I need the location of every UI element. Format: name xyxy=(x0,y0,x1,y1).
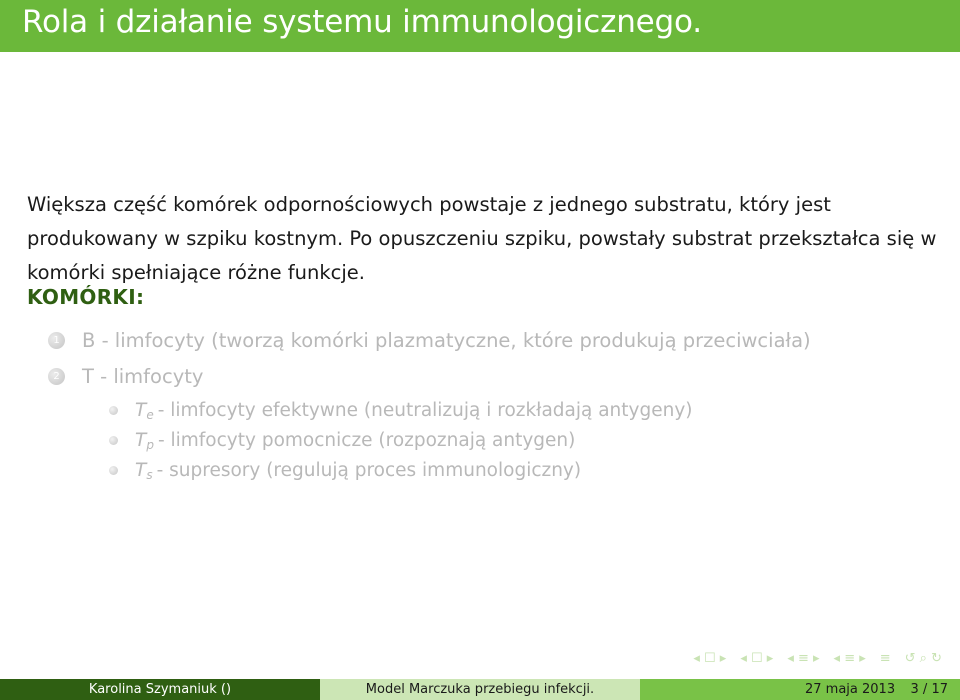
cell-symbol: T xyxy=(135,459,147,481)
bullet-icon xyxy=(109,466,118,475)
title-bar xyxy=(0,0,960,52)
footer-title: Model Marczuka przebiegu infekcji. xyxy=(320,679,640,700)
navigation-bar xyxy=(693,651,942,666)
section-heading: KOMÓRKI: xyxy=(27,285,145,309)
cell-symbol: T xyxy=(135,429,147,451)
number-bullet-icon: 2 xyxy=(48,368,65,385)
list-item xyxy=(48,359,203,393)
footer-date: 27 maja 2013 xyxy=(805,682,896,697)
bullet-icon xyxy=(109,406,118,415)
sub-list-item-text: - limfocyty efektywne (neutralizują i rozkładają antygeny) xyxy=(157,399,693,421)
list-item-text: T - limfocyty xyxy=(82,364,204,388)
footer-right xyxy=(640,679,960,700)
number-bullet-icon: 1 xyxy=(48,332,65,349)
slide-title: Rola i działanie systemu immunologicznego. xyxy=(22,4,702,40)
subsection-nav-icon[interactable]: ◂ ☐ ▸ xyxy=(740,651,774,666)
frame-nav-icon[interactable]: ◂ ☐ ▸ xyxy=(693,651,727,666)
sub-list-item xyxy=(109,455,581,485)
sub-list-item-text: - supresory (regulują proces immunologiczny) xyxy=(156,459,582,481)
cell-index: s xyxy=(146,468,153,482)
footer-author: Karolina Szymaniuk () xyxy=(0,679,320,700)
intro-paragraph: Większa część komórek odpornościowych powstaje z jednego substratu, który jest produkowany w szpiku kostnym. Po opuszczeniu szpiku, powstały substrat przekształca się w komórki spełniające różne funkcje. xyxy=(27,193,937,284)
footer-bar xyxy=(0,679,960,700)
align-icon[interactable]: ≡ xyxy=(879,651,891,666)
footer-page-number: 3 / 17 xyxy=(910,682,948,697)
section-next-nav-icon[interactable]: ◂ ≡ ▸ xyxy=(833,651,866,666)
cell-index: p xyxy=(146,438,154,452)
cell-symbol: T xyxy=(135,399,147,421)
bullet-icon xyxy=(109,436,118,445)
sub-list-item xyxy=(109,395,693,425)
cell-index: e xyxy=(146,408,154,422)
list-item-text: B - limfocyty (tworzą komórki plazmatyczne, które produkują przeciwciała) xyxy=(82,328,811,352)
list-item xyxy=(48,323,811,357)
search-nav-icon[interactable]: ↺ ⌕ ↻ xyxy=(904,651,942,666)
sub-list-item xyxy=(109,425,575,455)
sub-list-item-text: - limfocyty pomocnicze (rozpoznają antygen) xyxy=(157,429,576,451)
section-prev-nav-icon[interactable]: ◂ ≡ ▸ xyxy=(787,651,820,666)
